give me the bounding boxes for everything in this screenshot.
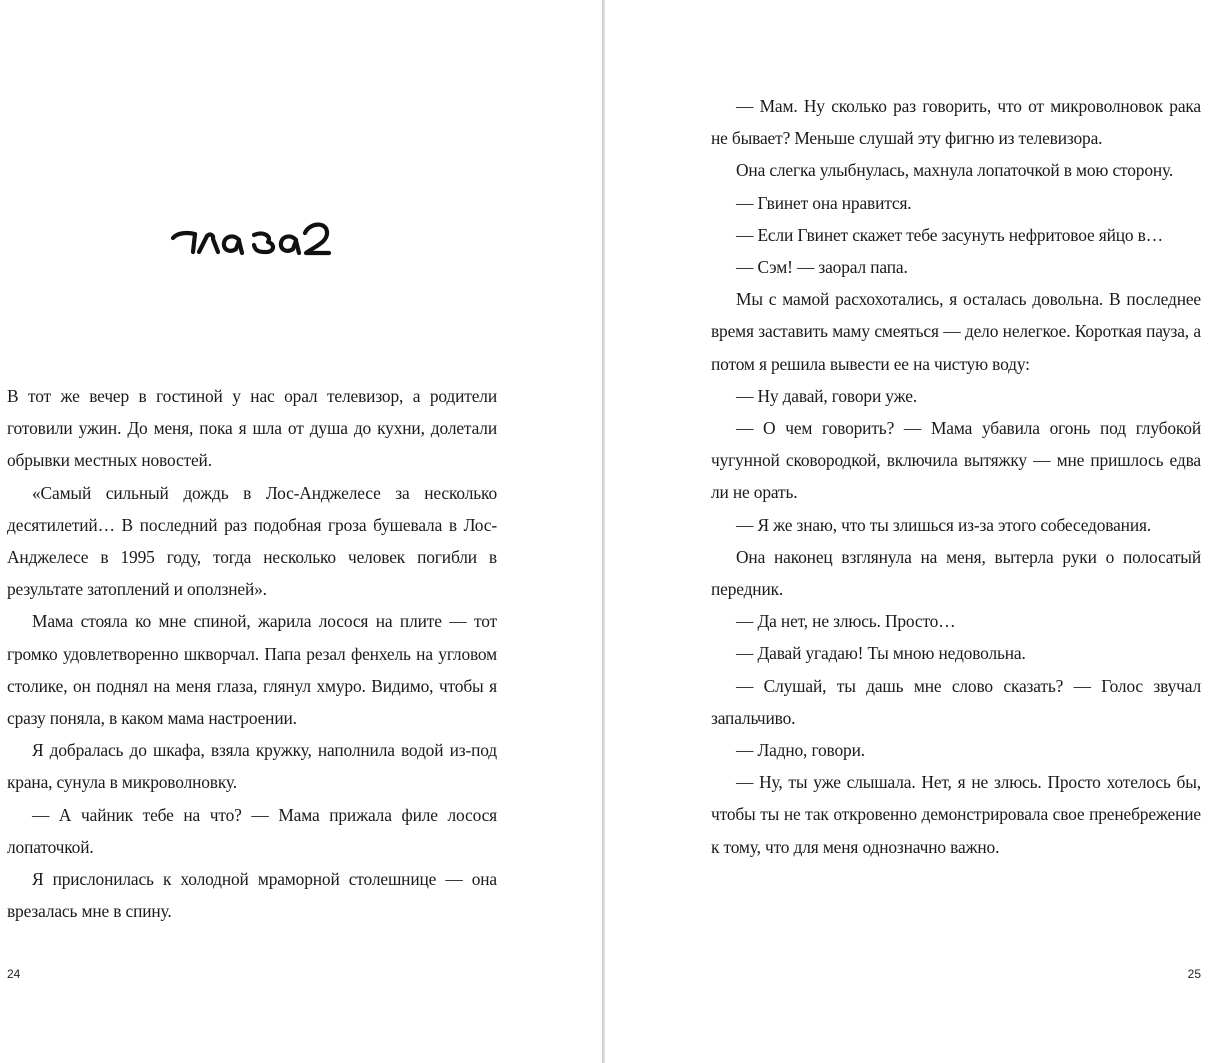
paragraph: — Слушай, ты дашь мне слово сказать? — Голос звучал запальчиво.: [711, 675, 1201, 728]
paragraph: — Я же знаю, что ты злишься из-за этого собеседования.: [736, 514, 1152, 535]
paragraph: Я добралась до шкафа, взяла кружку, наполнила водой из-под крана, сунула в микроволновку.: [7, 740, 497, 793]
chapter-title: [168, 205, 348, 265]
right-page: [606, 0, 1217, 1063]
paragraph: — Да нет, не злюсь. Просто…: [736, 611, 956, 632]
left-page: [0, 0, 602, 1063]
paragraph: «Самый сильный дождь в Лос-Анджелесе за несколько десятилетий… В последний раз подобная гроза бушевала в Лос-Анджелесе в 1995 году, тогда несколько человек погибли в результате затоплений и оползней».: [7, 482, 497, 600]
chapter-title-lettering: [168, 205, 348, 265]
paragraph: — Ну давай, говори уже.: [736, 385, 918, 406]
paragraph: — Если Гвинет скажет тебе засунуть нефритовое яйцо в…: [736, 224, 1163, 245]
book-gutter: [602, 0, 605, 1063]
paragraph: Она слегка улыбнулась, махнула лопаточкой в мою сторону.: [736, 160, 1174, 181]
right-body-text: [711, 90, 1201, 863]
paragraph: — А чайник тебе на что? — Мама прижала филе лосося лопаточкой.: [7, 804, 497, 857]
page-number-right: 25: [1187, 967, 1201, 981]
paragraph: — Гвинет она нравится.: [736, 192, 912, 213]
page-number-left: 24: [7, 967, 21, 981]
paragraph: — О чем говорить? — Мама убавила огонь под глубокой чугунной сковородкой, включила вытяжку — мне пришлось едва ли не орать.: [711, 418, 1201, 503]
paragraph: Она наконец взглянула на меня, вытерла руки о полосатый передник.: [711, 546, 1201, 600]
paragraph: — Ладно, говори.: [736, 740, 865, 761]
paragraph: В тот же вечер в гостиной у нас орал телевизор, а родители готовили ужин. До меня, пока я шла от душа до кухни, долетали обрывки местных новостей.: [7, 386, 497, 471]
paragraph: — Мам. Ну сколько раз говорить, что от микроволновок рака не бывает? Меньше слушай эту фигню из телевизора.: [711, 96, 1201, 149]
left-body-text: [7, 380, 497, 927]
paragraph: Мы с мамой расхохотались, я осталась довольна. В последнее время заставить маму смеяться — дело нелегкое. Короткая пауза, а потом я решила вывести ее на чистую воду:: [711, 289, 1201, 374]
paragraph: Мама стояла ко мне спиной, жарила лосося на плите — тот громко удовлетворенно шкворчал. Папа резал фенхель на угловом столике, он поднял на меня глаза, глянул хмуро. Видимо, чтобы я сразу поняла, в каком мама настроении.: [7, 611, 497, 729]
paragraph: Я прислонилась к холодной мраморной столешнице — она врезалась мне в спину.: [7, 869, 497, 922]
paragraph: — Сэм! — заорал папа.: [736, 257, 908, 278]
paragraph: — Ну, ты уже слышала. Нет, я не злюсь. Просто хотелось бы, чтобы ты не так откровенно демонстрировала свое пренебрежение к тому, что для меня однозначно важно.: [711, 772, 1201, 857]
paragraph: — Давай угадаю! Ты мною недовольна.: [736, 643, 1026, 664]
